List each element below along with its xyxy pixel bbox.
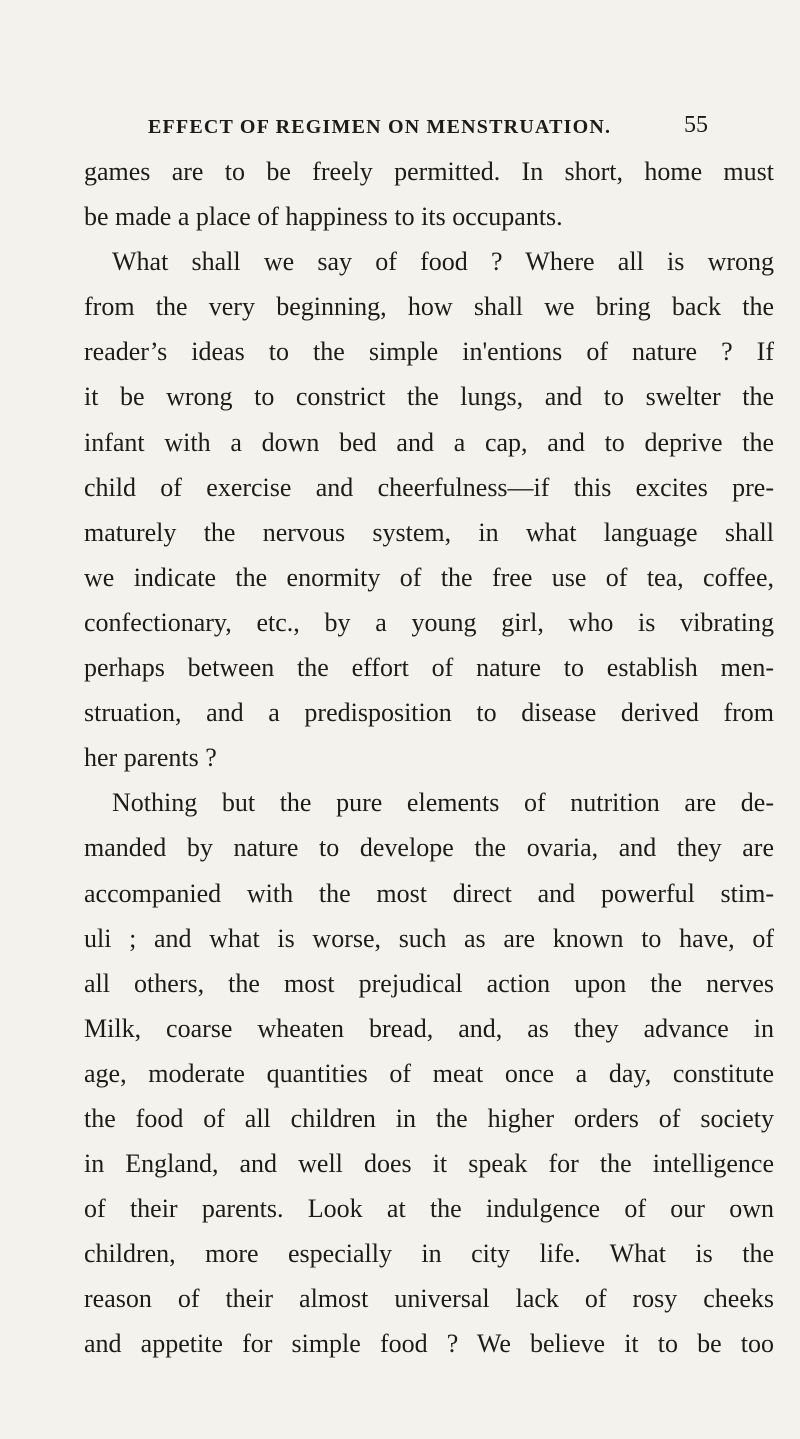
text-line: uli ; and what is worse, such as are known to have, of — [84, 923, 774, 953]
text-line: child of exercise and cheerfulness—if this excites pre- — [84, 472, 774, 502]
running-title: EFFECT OF REGIMEN ON MENSTRUATION. — [148, 116, 612, 138]
text-line: all others, the most prejudical action upon the nerves — [84, 968, 774, 998]
page-number: 55 — [684, 112, 708, 138]
text-line: we indicate the enormity of the free use of tea, coffee, — [84, 562, 774, 592]
text-line: Milk, coarse wheaten bread, and, as they advance in — [84, 1013, 774, 1043]
text-line: from the very beginning, how shall we bring back the — [84, 292, 774, 322]
text-line: Nothing but the pure elements of nutrition are de- — [112, 788, 774, 818]
text-line: confectionary, etc., by a young girl, who is vibrating — [84, 607, 774, 637]
text-line: games are to be freely permitted. In short, home must — [84, 157, 774, 186]
text-line: accompanied with the most direct and powerful stim- — [84, 878, 774, 908]
text-line: infant with a down bed and a cap, and to deprive the — [84, 427, 774, 457]
text-line: age, moderate quantities of meat once a day, constitute — [84, 1058, 774, 1088]
text-line: and appetite for simple food ? We believe it to be too — [84, 1329, 774, 1359]
text-line: manded by nature to develope the ovaria, and they are — [84, 833, 774, 863]
running-head — [148, 112, 708, 146]
text-line: her parents ? — [84, 743, 217, 773]
text-line: of their parents. Look at the indulgence of our own — [84, 1194, 774, 1224]
body-text — [84, 149, 774, 1367]
text-line: it be wrong to constrict the lungs, and to swelter the — [84, 382, 774, 412]
text-line: What shall we say of food ? Where all is wrong — [112, 247, 774, 277]
text-line: children, more especially in city life. What is the — [84, 1239, 774, 1269]
text-line: be made a place of happiness to its occupants. — [84, 202, 563, 232]
text-line: in England, and well does it speak for the intelligence — [84, 1149, 774, 1179]
text-line: maturely the nervous system, in what language shall — [84, 517, 774, 547]
text-line: struation, and a predisposition to disease derived from — [84, 698, 774, 728]
text-line: perhaps between the effort of nature to establish men- — [84, 653, 774, 683]
text-line: reader’s ideas to the simple in'entions of nature ? If — [84, 337, 774, 367]
text-line: reason of their almost universal lack of rosy cheeks — [84, 1284, 774, 1314]
text-line: the food of all children in the higher orders of society — [84, 1103, 774, 1133]
